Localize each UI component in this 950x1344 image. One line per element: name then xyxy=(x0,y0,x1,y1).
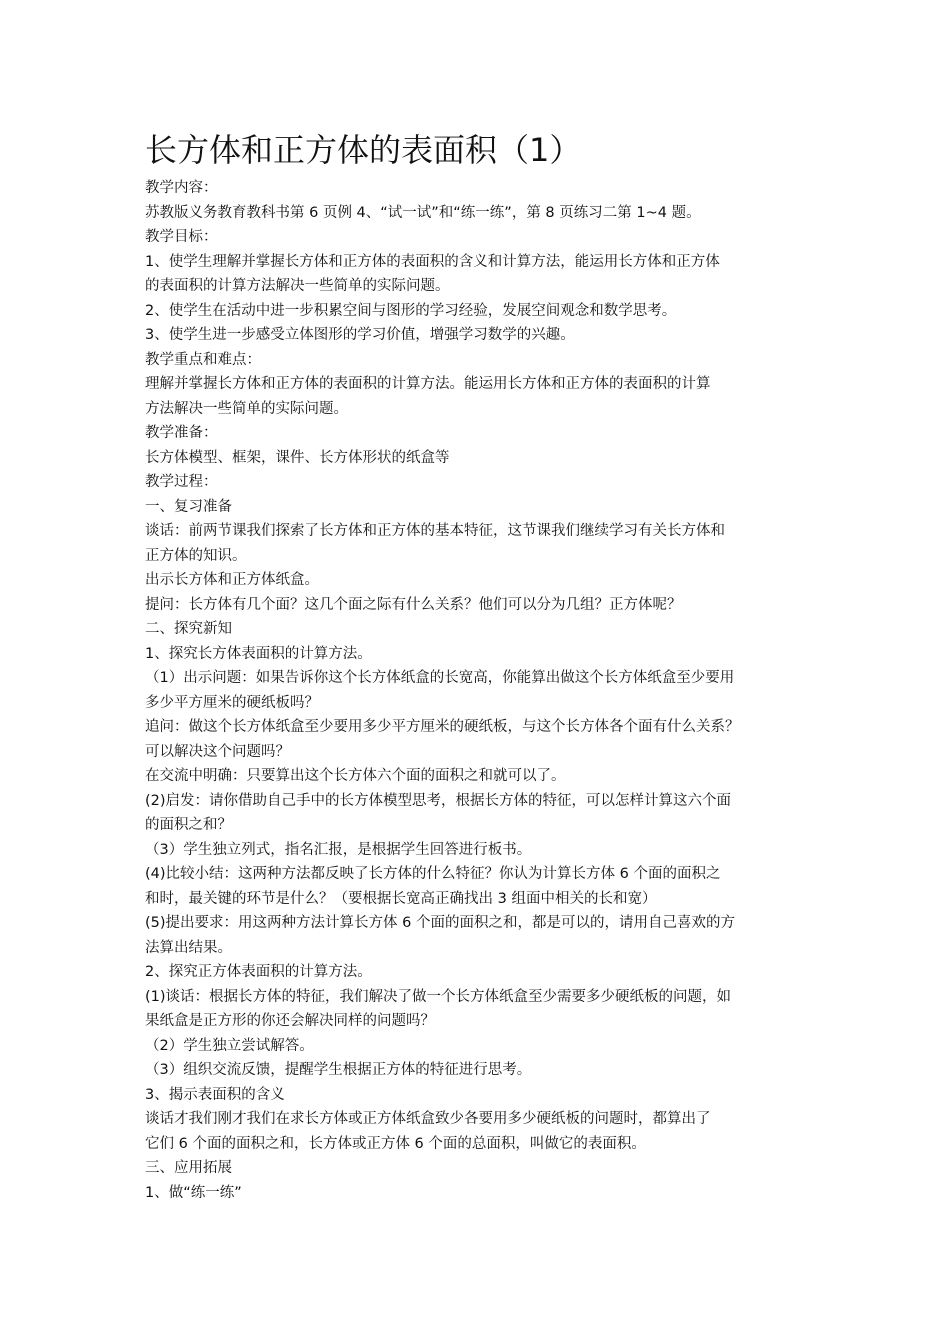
text-line: 在交流中明确：只要算出这个长方体六个面的面积之和就可以了。 xyxy=(145,768,566,784)
text-line: 1、做“练一练” xyxy=(145,1184,242,1201)
text-line: 长方体模型、框架，课件、长方体形状的纸盒等 xyxy=(145,449,450,466)
text-line: (4)比较小结：这两种方法都反映了长方体的什么特征？你认为计算长方体 6 个面的面积之 xyxy=(145,866,721,882)
text-line: 教学过程： xyxy=(145,474,218,490)
text-line: （3）学生独立列式，指名汇报，是根据学生回答进行板书。 xyxy=(145,841,532,858)
text-line: 可以解决这个问题吗？ xyxy=(145,743,290,760)
text-line: (2)启发：请你借助自己手中的长方体模型思考，根据长方体的特征，可以怎样计算这六个面 xyxy=(145,792,732,809)
text-line: 3、使学生进一步感受立体图形的学习价值，增强学习数学的兴趣。 xyxy=(145,327,575,343)
text-line: 2、使学生在活动中进一步积累空间与图形的学习经验，发展空间观念和数学思考。 xyxy=(145,302,677,319)
text-line: 教学内容： xyxy=(145,180,218,196)
text-line: 教学目标： xyxy=(145,229,218,245)
text-line: 三、应用拓展 xyxy=(145,1160,232,1176)
text-line: 和时，最关键的环节是什么？（要根据长宽高正确找出 3 组面中相关的长和宽） xyxy=(145,890,657,907)
text-line: 方法解决一些简单的实际问题。 xyxy=(145,400,348,417)
text-line: (1)谈话：根据长方体的特征，我们解决了做一个长方体纸盒至少需要多少硬纸板的问题，如 xyxy=(145,988,732,1005)
text-line: 多少平方厘米的硬纸板吗？ xyxy=(145,694,319,711)
text-line: 1、探究长方体表面积的计算方法。 xyxy=(145,645,372,662)
text-line: 二、探究新知 xyxy=(145,621,232,637)
text-line: 出示长方体和正方体纸盒。 xyxy=(145,572,319,588)
document-title: 长方体和正方体的表面积（1） xyxy=(145,131,582,169)
text-line: 正方体的知识。 xyxy=(145,547,247,564)
text-line: 的面积之和？ xyxy=(145,817,232,833)
text-line: 理解并掌握长方体和正方体的表面积的计算方法。能运用长方体和正方体的表面积的计算 xyxy=(145,376,711,392)
document-page xyxy=(145,126,825,1205)
text-line: (5)提出要求：用这两种方法计算长方体 6 个面的面积之和，都是可以的，请用自己喜欢的方 xyxy=(145,915,735,931)
text-line: 谈话：前两节课我们探索了长方体和正方体的基本特征，这节课我们继续学习有关长方体和 xyxy=(145,523,725,539)
text-line: （1）出示问题：如果告诉你这个长方体纸盒的长宽高，你能算出做这个长方体纸盒至少要用 xyxy=(145,670,735,686)
document-body xyxy=(145,176,825,1205)
text-line: （3）组织交流反馈，提醒学生根据正方体的特征进行思考。 xyxy=(145,1062,532,1078)
text-line: 苏教版义务教育教科书第 6 页例 4、“试一试”和“练一练”，第 8 页练习二第 1~4 题。 xyxy=(145,204,701,221)
text-line: （2）学生独立尝试解答。 xyxy=(145,1037,314,1054)
text-line: 追问：做这个长方体纸盒至少要用多少平方厘米的硬纸板，与这个长方体各个面有什么关系？ xyxy=(145,719,740,735)
text-line: 的表面积的计算方法解决一些简单的实际问题。 xyxy=(145,278,450,294)
text-line: 3、揭示表面积的含义 xyxy=(145,1086,285,1103)
text-line: 果纸盒是正方形的你还会解决同样的问题吗？ xyxy=(145,1013,435,1029)
text-line: 法算出结果。 xyxy=(145,939,232,956)
text-line: 教学重点和难点： xyxy=(145,351,261,368)
text-line: 2、探究正方体表面积的计算方法。 xyxy=(145,964,372,980)
text-line: 提问：长方体有几个面？这几个面之际有什么关系？他们可以分为几组？正方体呢？ xyxy=(145,596,682,613)
text-line: 它们 6 个面的面积之和，长方体或正方体 6 个面的总面积，叫做它的表面积。 xyxy=(145,1135,646,1152)
text-line: 谈话才我们刚才我们在求长方体或正方体纸盒致少各要用多少硬纸板的问题时，都算出了 xyxy=(145,1111,711,1127)
text-line: 一、复习准备 xyxy=(145,498,232,515)
text-line: 教学准备： xyxy=(145,425,218,441)
text-line: 1、使学生理解并掌握长方体和正方体的表面积的含义和计算方法，能运用长方体和正方体 xyxy=(145,253,720,270)
